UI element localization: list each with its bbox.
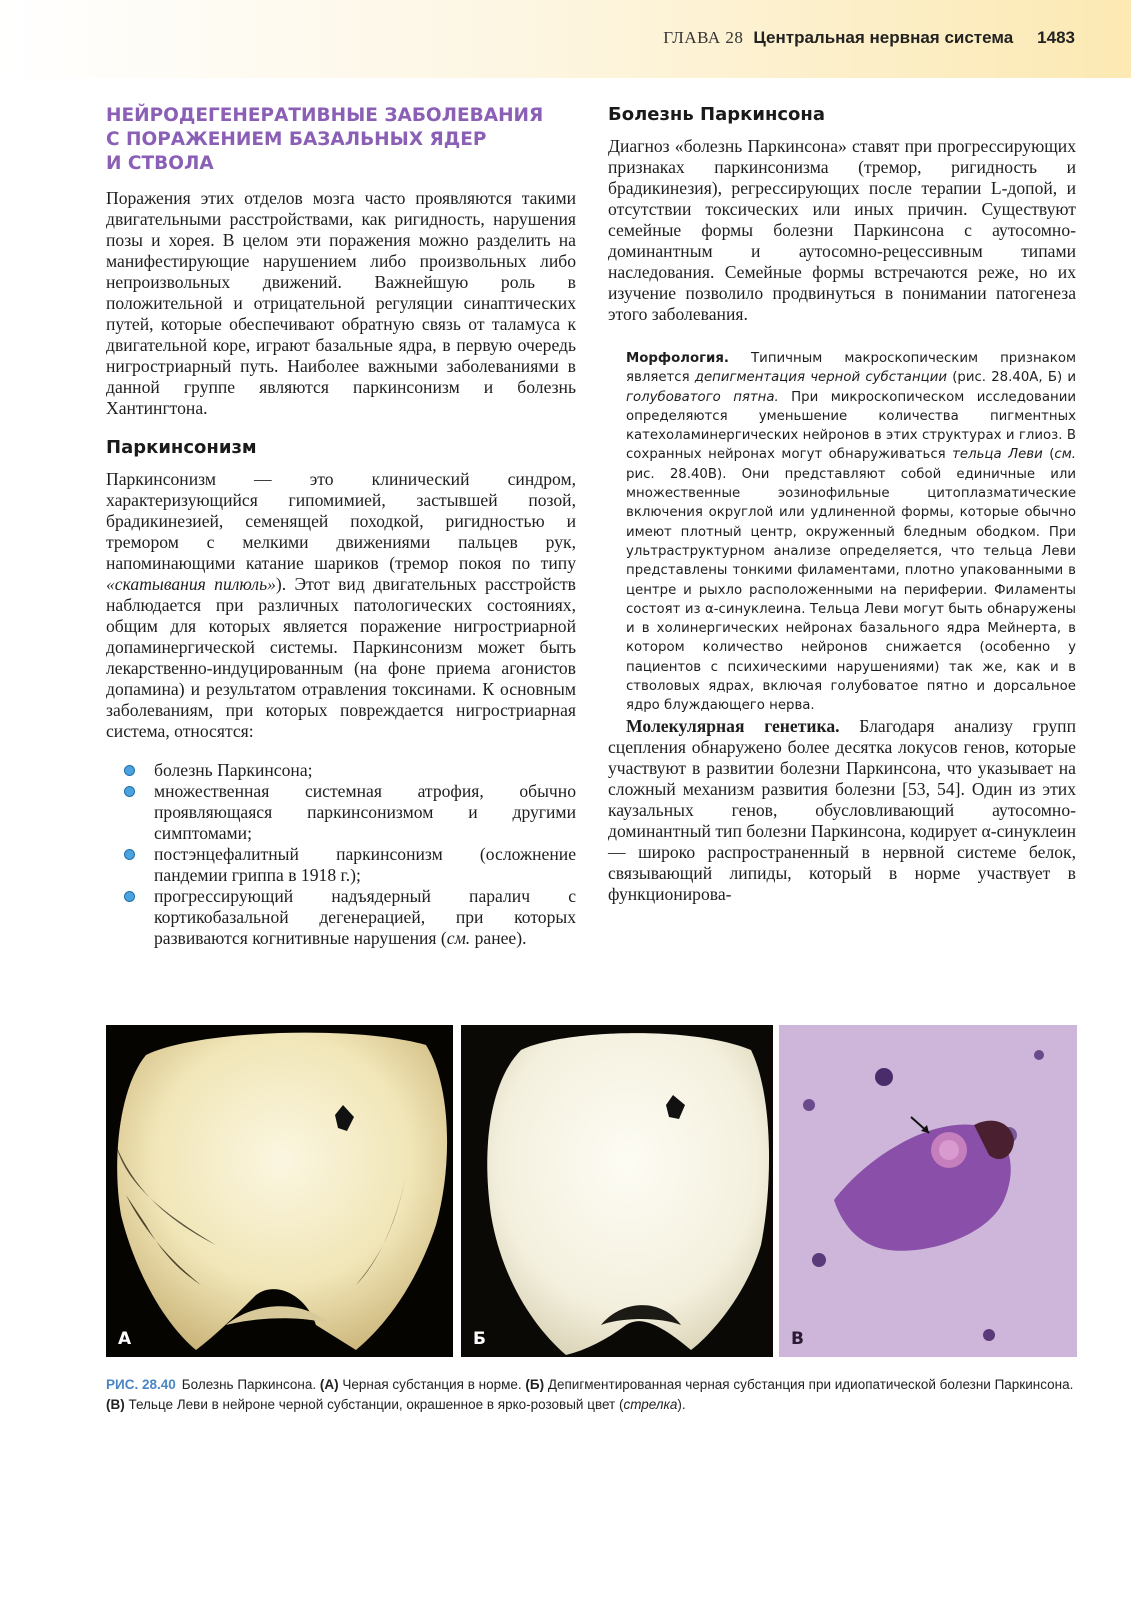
- section-title-line: И СТВОЛА: [106, 153, 214, 174]
- panel-label-b: Б: [473, 1329, 486, 1349]
- text-run: (рис. 28.40А, Б) и: [946, 370, 1077, 386]
- section-title-line: С ПОРАЖЕНИЕМ БАЗАЛЬНЫХ ЯДЕР: [106, 129, 487, 150]
- text-run: рис. 28.40В). Они представляют собой единичные или множественные эозинофильные цитоплазматические включения округлой или удлиненной формы, которые обычно имеют плотный центр, окруженный бледным ободком. При ультраструктурном анализе определяется, что тельца Леви представлены тонкими филаментами, плотно упакованными в центре и рыхло расположенными на периферии. Филаменты состоят из α-синуклеина. Тельца Леви могут быть обнаружены и в холинергических нейронах базального ядра Мейнерта, в котором количество нейронов снижается (особенно у пациентов с психическими нарушениями) так же, как и в стволовых ядрах, включая голубоватое пятно и дорсальное ядро блуждающего нерва.: [626, 466, 1076, 714]
- italic-run: депигментация черной субстанции: [694, 370, 947, 386]
- chapter-title: Центральная нервная система: [753, 28, 1014, 47]
- parkinsonism-paragraph: [106, 469, 576, 742]
- italic-run: см.: [446, 928, 471, 948]
- panel-label-c: В: [791, 1329, 804, 1349]
- caption-text: Болезнь Паркинсона.: [181, 1377, 320, 1392]
- list-item: [154, 844, 576, 886]
- panel-label-a: А: [118, 1329, 132, 1349]
- intro-paragraph: Поражения этих отделов мозга часто проявляются такими двигательными расстройствами, как ригидность, нарушения позы и хорея. В целом эти поражения можно разделить на манифестирующие нарушением либо произвольных либо непроизвольных движений. Важнейшую роль в положительной и отрицательной регуляции синаптических путей, которые обеспечивают обратную связь от таламуса к двигательной коре, играют базальные ядра, в первую очередь нигростриарный путь. Наиболее важными заболеваниями в данной группе являются паркинсонизм и болезнь Хантингтона.: [106, 188, 576, 418]
- page-header: [0, 0, 1131, 78]
- figure-panel-c: [779, 1025, 1077, 1357]
- disease-list: [106, 760, 576, 949]
- bullet-icon: [124, 891, 135, 902]
- figure-number: РИС. 28.40: [106, 1377, 176, 1392]
- bullet-icon: [124, 765, 135, 776]
- morphology-lead: Морфология.: [626, 351, 729, 366]
- list-item-text: постэнцефалитный паркинсонизм (осложнение пандемии гриппа в 1918 г.);: [154, 844, 576, 885]
- text-run: При микроскопическом исследовании определяются уменьшение количества пигментных катехоламинергических нейронов в этих структурах и глиоз. В сохранных нейронах могут обнаруживаться: [626, 389, 1076, 463]
- genetics-lead: Молекулярная генетика.: [626, 715, 840, 736]
- diagnosis-paragraph: Диагноз «болезнь Паркинсона» ставят при прогрессирующих признаках паркинсонизма (тремор, ригидность и брадикинезия), регрессирующих после терапии L-допой, и отсутствии токсических или иных причин. Существуют семейные формы болезни Паркинсона с аутосомно-доминантным и аутосомно-рецессивным типами наследования. Семейные формы встречаются реже, но их изучение позволило продвинуться в понимании патогенеза этого заболевания.: [608, 136, 1076, 324]
- genetics-paragraph: [608, 716, 1076, 905]
- list-item-text: ранее).: [470, 928, 527, 948]
- midbrain-normal-image: [106, 1025, 453, 1357]
- section-title: [106, 104, 576, 176]
- list-item-text: болезнь Паркинсона;: [154, 760, 313, 780]
- italic-run: см.: [1054, 447, 1076, 463]
- text-run: Паркинсонизм — это клинический синдром, характеризующийся гипомимией, застывшей позой, брадикинезией, семенящей походкой, ригидностью и тремором с мелкими движениями пальцев рук, напоминающими катание шариков (тремор покоя по типу: [106, 469, 576, 573]
- list-item: [154, 781, 576, 844]
- caption-text: Черная субстанция в норме.: [338, 1377, 526, 1392]
- bullet-icon: [124, 786, 135, 797]
- caption-text: ).: [677, 1397, 686, 1412]
- lewy-body-micrograph: [779, 1025, 1077, 1357]
- left-column: [106, 104, 576, 949]
- text-run: ). Этот вид двигательных расстройств наблюдается при различных патологических состояниях, общим для которых является поражение нигростриарной допаминергической системы. Паркинсонизм может быть лекарственно-индуцированным (на фоне приема агонистов допамина) и результатом отравления токсинами. К основным заболеваниям, при которых повреждается нигростриарная система, относятся:: [106, 574, 576, 741]
- morphology-box: [626, 349, 1076, 716]
- italic-run: «скатывания пилюль»: [106, 574, 276, 594]
- text-run: Типичным макроскопическим признаком является: [626, 351, 1076, 386]
- caption-marker: (Б): [525, 1377, 545, 1392]
- figure-caption: [106, 1375, 1076, 1415]
- figure-panel-b: [461, 1025, 773, 1357]
- caption-text: Тельце Леви в нейроне черной субстанции, окрашенное в ярко-розовый цвет (: [124, 1397, 624, 1412]
- caption-marker: (В): [106, 1397, 125, 1412]
- section-title-line: НЕЙРОДЕГЕНЕРАТИВНЫЕ ЗАБОЛЕВАНИЯ: [106, 105, 544, 126]
- running-head: [663, 28, 1075, 48]
- midbrain-depigmented-image: [461, 1025, 773, 1357]
- caption-italic: стрелка: [623, 1397, 678, 1412]
- caption-marker: (А): [319, 1377, 339, 1392]
- chapter-label: ГЛАВА 28: [663, 28, 744, 47]
- page-number: 1483: [1037, 28, 1075, 47]
- list-item-text: прогрессирующий надъядерный паралич с кортикобазальной дегенерацией, при которых развиваются когнитивные нарушения (: [154, 886, 576, 948]
- text-run: (: [1042, 447, 1055, 463]
- caption-text: Депигментированная черная субстанция при идиопатической болезни Паркинсона.: [544, 1377, 1074, 1392]
- right-column: [608, 104, 1076, 905]
- list-item-text: множественная системная атрофия, обычно проявляющаяся паркинсонизмом и другими симптомами;: [154, 781, 576, 843]
- parkinsonism-heading: Паркинсонизм: [106, 437, 257, 458]
- figure-panel-a: [106, 1025, 453, 1357]
- bullet-icon: [124, 849, 135, 860]
- parkinson-disease-heading: Болезнь Паркинсона: [608, 104, 826, 125]
- text-run: Благодаря анализу групп сцепления обнаружено более десятка локусов генов, которые участвуют в развитии болезни Паркинсона, что указывает на сложный механизм развития болезни [53, 54]. Один из этих каузальных генов, обусловливающий аутосомно-доминантный тип болезни Паркинсона, кодирует α-синуклеин — широко распространенный в нервной системе белок, связывающий липиды, который в норме участвует в функционирова-: [608, 715, 1077, 904]
- list-item: [154, 760, 576, 781]
- italic-run: тельца Леви: [952, 447, 1043, 463]
- list-item: [154, 886, 576, 949]
- italic-run: голубоватого пятна.: [626, 389, 779, 405]
